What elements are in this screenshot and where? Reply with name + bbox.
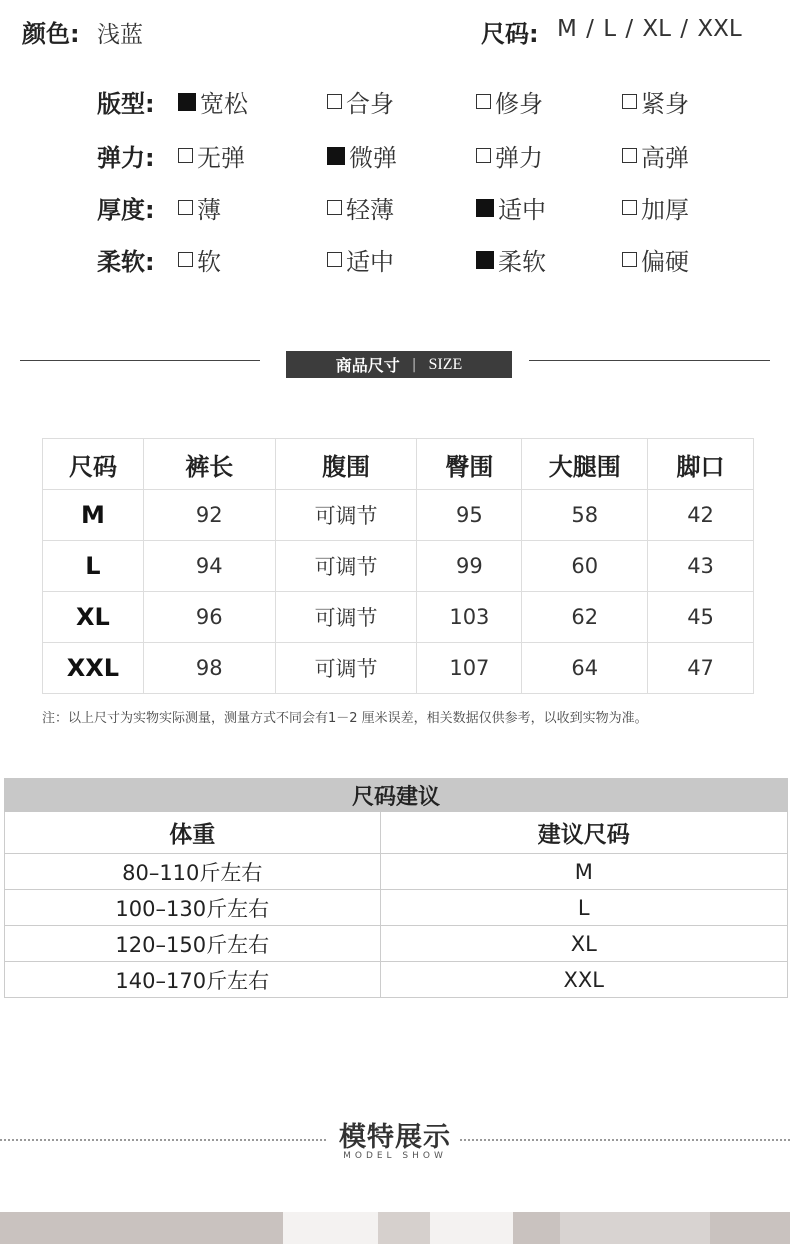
checked-box-icon: [178, 93, 196, 111]
divider-right: [529, 360, 770, 361]
table-cell: 47: [648, 643, 754, 694]
attr-label-thickness: 厚度:: [97, 196, 155, 224]
checked-box-icon: [476, 199, 494, 217]
unchecked-box-icon: [476, 148, 491, 163]
column-header: 脚口: [648, 439, 754, 490]
attr-option-label: 无弹: [197, 144, 245, 172]
table-cell: 107: [417, 643, 522, 694]
unchecked-box-icon: [327, 252, 342, 267]
table-header-row: [43, 439, 754, 490]
attr-option: [622, 190, 689, 225]
measurement-note: 注：以上尺寸为实物实际测量，测量方式不同会有1－2 厘米误差，相关数据仅供参考，以收到实物为准。: [42, 711, 648, 726]
table-cell: 99: [417, 541, 522, 592]
table-cell: 43: [648, 541, 754, 592]
attr-option: [622, 84, 689, 119]
table-row: [43, 490, 754, 541]
unchecked-box-icon: [622, 200, 637, 215]
attr-option-label: 软: [197, 248, 221, 276]
table-header-row: [5, 812, 788, 854]
color-value: 浅蓝: [97, 22, 143, 48]
column-header: 体重: [5, 812, 381, 854]
table-row: [5, 854, 788, 890]
checked-box-icon: [327, 147, 345, 165]
attr-option: [178, 84, 248, 119]
attr-option: [327, 84, 394, 119]
attr-option: [622, 242, 689, 277]
attr-option: [327, 138, 397, 173]
attr-label-elasticity: 弹力:: [97, 144, 155, 172]
column-header: 臀围: [417, 439, 522, 490]
table-cell: 95: [417, 490, 522, 541]
size-recommendation-table: [4, 778, 788, 998]
table-cell: XXL: [43, 643, 144, 694]
attr-option-label: 柔软: [498, 248, 546, 276]
column-header: 建议尺码: [380, 812, 787, 854]
model-photo: [0, 1212, 790, 1244]
model-show-subtitle: MODEL SHOW: [343, 1151, 447, 1161]
attr-option: [327, 190, 394, 225]
unchecked-box-icon: [622, 94, 637, 109]
unchecked-box-icon: [178, 200, 193, 215]
table-cell: 100–130斤左右: [5, 890, 381, 926]
unchecked-box-icon: [178, 148, 193, 163]
attr-option-label: 适中: [498, 196, 546, 224]
table-cell: L: [43, 541, 144, 592]
unchecked-box-icon: [622, 148, 637, 163]
attr-option: [178, 242, 221, 277]
table-row: [5, 962, 788, 998]
table-cell: XL: [43, 592, 144, 643]
attr-label-fit: 版型:: [97, 90, 155, 118]
table-cell: 62: [522, 592, 648, 643]
unchecked-box-icon: [622, 252, 637, 267]
table-cell: XXL: [380, 962, 787, 998]
attr-option-label: 轻薄: [346, 196, 394, 224]
table-cell: XL: [380, 926, 787, 962]
attr-option-label: 偏硬: [641, 248, 689, 276]
table-cell: 94: [143, 541, 275, 592]
table-cell: 45: [648, 592, 754, 643]
table-row: [43, 643, 754, 694]
table-cell: L: [380, 890, 787, 926]
recommendation-title: 尺码建议: [5, 779, 788, 812]
table-cell: 103: [417, 592, 522, 643]
table-row: [43, 541, 754, 592]
column-header: 尺码: [43, 439, 144, 490]
attr-option-label: 修身: [495, 90, 543, 118]
divider-left: [20, 360, 260, 361]
size-label: 尺码:: [481, 20, 539, 48]
table-row: [5, 890, 788, 926]
attr-option-label: 合身: [346, 90, 394, 118]
table-cell: M: [380, 854, 787, 890]
attr-option-label: 宽松: [200, 90, 248, 118]
table-cell: 可调节: [275, 592, 417, 643]
photo-garment-gap: [378, 1212, 430, 1244]
table-row: [43, 592, 754, 643]
attr-option: [327, 242, 394, 277]
table-cell: 可调节: [275, 490, 417, 541]
table-cell: 可调节: [275, 643, 417, 694]
attr-label-softness: 柔软:: [97, 248, 155, 276]
column-header: 大腿围: [522, 439, 648, 490]
unchecked-box-icon: [178, 252, 193, 267]
unchecked-box-icon: [327, 200, 342, 215]
size-value: M / L / XL / XXL: [557, 16, 742, 42]
attr-option-label: 加厚: [641, 196, 689, 224]
column-header: 腹围: [275, 439, 417, 490]
size-table: [42, 438, 754, 694]
size-section-title: 商品尺寸: [335, 356, 400, 375]
table-row: [5, 926, 788, 962]
table-cell: 80–110斤左右: [5, 854, 381, 890]
attr-option: [178, 190, 221, 225]
attr-option: [178, 138, 245, 173]
attr-option: [622, 138, 689, 173]
table-cell: 96: [143, 592, 275, 643]
attr-option-label: 弹力: [495, 144, 543, 172]
size-section-header: [286, 351, 512, 378]
table-cell: 120–150斤左右: [5, 926, 381, 962]
table-cell: 可调节: [275, 541, 417, 592]
size-section-separator: |: [411, 356, 417, 373]
table-cell: 140–170斤左右: [5, 962, 381, 998]
table-cell: 60: [522, 541, 648, 592]
column-header: 裤长: [143, 439, 275, 490]
table-cell: M: [43, 490, 144, 541]
attr-option-label: 薄: [197, 196, 221, 224]
table-cell: 92: [143, 490, 275, 541]
checked-box-icon: [476, 251, 494, 269]
table-cell: 58: [522, 490, 648, 541]
table-cell: 98: [143, 643, 275, 694]
unchecked-box-icon: [476, 94, 491, 109]
attr-option-label: 微弹: [349, 144, 397, 172]
table-cell: 64: [522, 643, 648, 694]
attr-option-label: 高弹: [641, 144, 689, 172]
recommendation-title-row: [5, 779, 788, 812]
table-cell: 42: [648, 490, 754, 541]
unchecked-box-icon: [327, 94, 342, 109]
attr-option: [476, 138, 543, 173]
model-show-title: 模特展示: [339, 1122, 451, 1153]
photo-background-shade: [560, 1212, 710, 1244]
attr-option-label: 适中: [346, 248, 394, 276]
attr-option: [476, 84, 543, 119]
size-section-title-en: SIZE: [428, 355, 463, 373]
color-label: 颜色:: [22, 20, 80, 48]
attr-option: [476, 242, 546, 277]
attr-option-label: 紧身: [641, 90, 689, 118]
attr-option: [476, 190, 546, 225]
